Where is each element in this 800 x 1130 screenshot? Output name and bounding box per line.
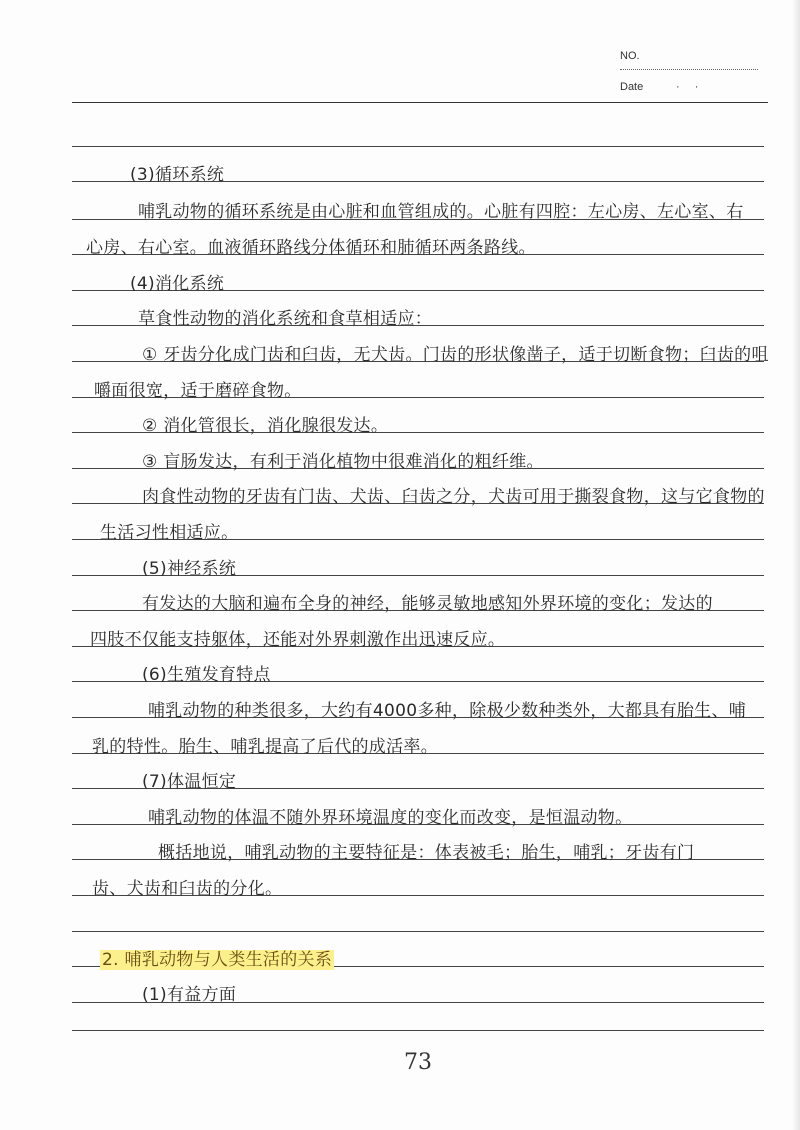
text-line: 草食性动物的消化系统和食草相适应： [138,309,433,329]
subheading-benefits: (1)有益方面 [142,985,237,1005]
list-item: ③ 盲肠发达，有利于消化植物中很难消化的粗纤维。 [142,452,544,472]
date-dots: · · [676,81,705,93]
ruled-line [72,931,764,932]
heading-reproduction: (6)生殖发育特点 [142,665,271,685]
heading-circulatory-system: (3)循环系统 [130,165,225,185]
text-line: 嚼面很宽，适于磨碎食物。 [94,381,302,401]
text-line: 哺乳动物的种类很多，大约有4000多种，除极少数种类外，大都具有胎生、哺 [148,701,747,721]
header-rule [72,102,768,103]
section-heading [100,945,780,970]
heading-nervous-system: (5)神经系统 [142,559,237,579]
date-label: Date [620,81,644,93]
text-line: 乳的特性。胎生、哺乳提高了后代的成活率。 [92,737,438,757]
no-label: NO. [620,50,640,62]
heading-digestive-system: (4)消化系统 [130,274,225,294]
text-line: 有发达的大脑和遍布全身的神经，能够灵敏地感知外界环境的变化；发达的 [142,594,713,614]
text-line: 心房、右心室。血液循环路线分体循环和肺循环两条路线。 [86,238,536,258]
scan-edge-shadow [792,0,800,1130]
text-line: 哺乳动物的体温不随外界环境温度的变化而改变，是恒温动物。 [148,808,633,828]
no-dotted-line [620,69,758,70]
ruled-line [72,1030,764,1031]
highlighted-heading: 2. 哺乳动物与人类生活的关系 [102,950,333,970]
text-line: 肉食性动物的牙齿有门齿、犬齿、臼齿之分，犬齿可用于撕裂食物，这与它食物的 [142,487,765,507]
text-line: 概括地说，哺乳动物的主要特征是：体表被毛；胎生，哺乳；牙齿有门 [158,843,695,863]
heading-body-temperature: (7)体温恒定 [142,772,237,792]
list-item: ① 牙齿分化成门齿和臼齿，无犬齿。门齿的形状像凿子，适于切断食物；臼齿的咀 [142,345,769,365]
text-line: 生活习性相适应。 [100,523,239,543]
ruled-line [72,146,764,147]
list-item: ② 消化管很长，消化腺很发达。 [142,416,389,436]
text-line: 哺乳动物的循环系统是由心脏和血管组成的。心脏有四腔：左心房、左心室、右 [138,202,744,222]
page-number: 73 [404,1050,432,1075]
text-line: 齿、犬齿和臼齿的分化。 [92,879,283,899]
text-line: 四肢不仅能支持躯体，还能对外界刺激作出迅速反应。 [90,630,506,650]
